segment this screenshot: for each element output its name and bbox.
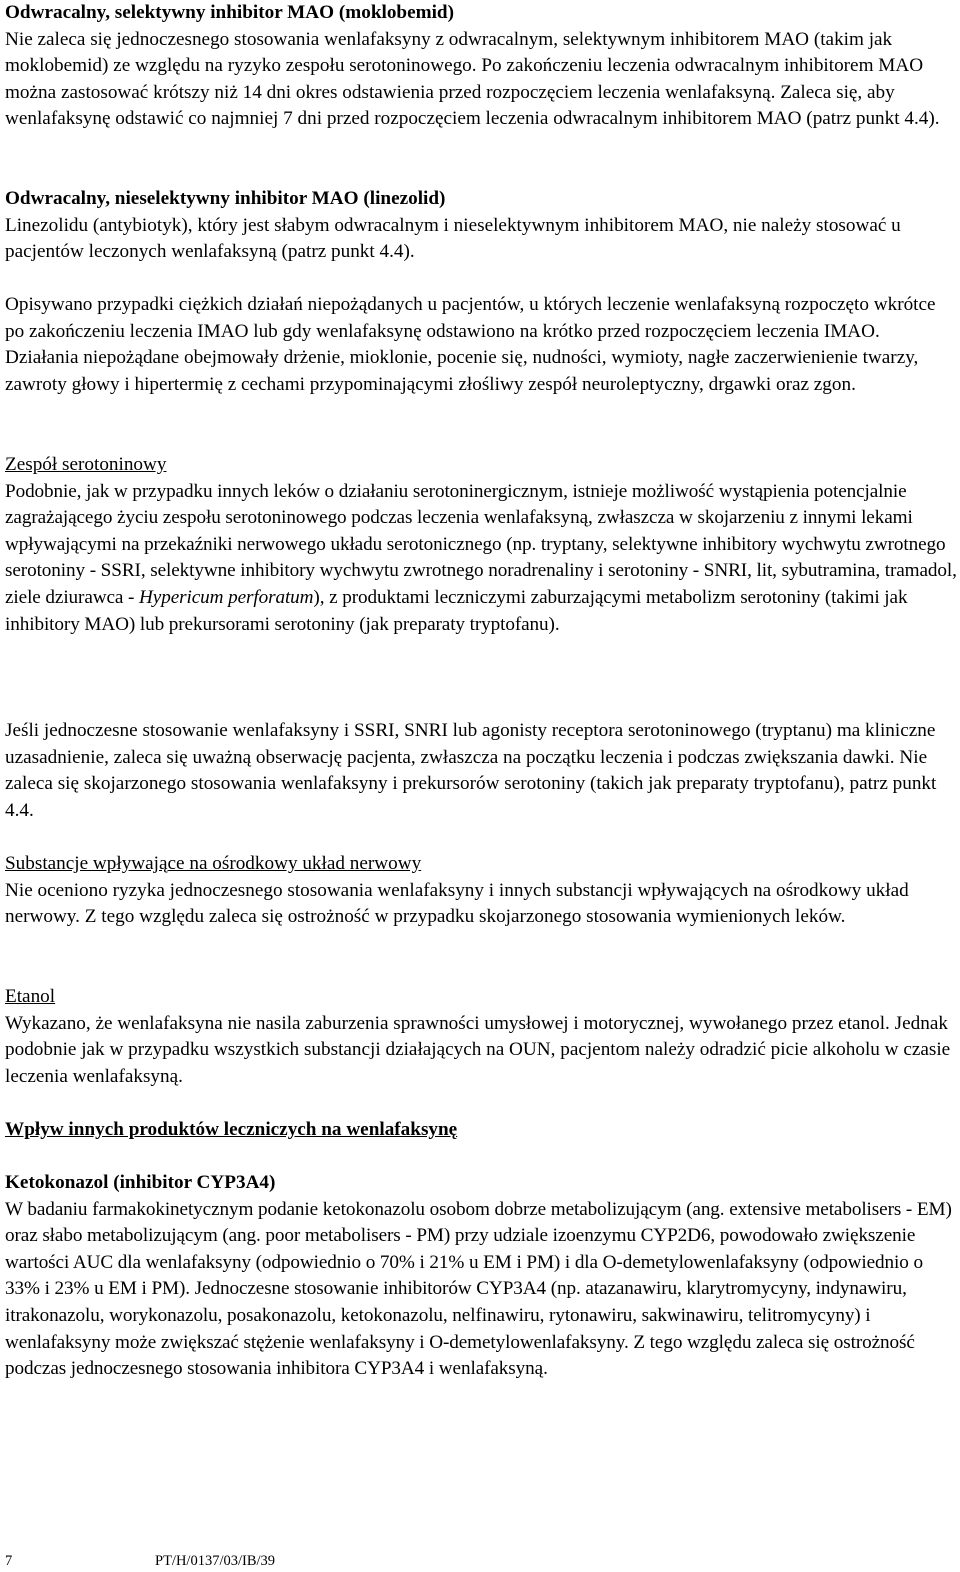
document-code: PT/H/0137/03/IB/39 — [155, 1553, 276, 1569]
paragraph: Wykazano, że wenlafaksyna nie nasila zaburzenia sprawności umysłowej i motorycznej, wywołanego przez etanol. Jednak podobnie jak w przypadku wszystkich substancji działających na OUN, pacjentom należy odradzić picie alkoholu w czasie leczenia wenlafaksyną. — [5, 1012, 951, 1087]
section-heading: Odwracalny, selektywny inhibitor MAO (moklobemid) — [5, 2, 454, 23]
section-imao-reactions — [5, 292, 957, 398]
section-maob — [5, 0, 957, 133]
paragraph: W badaniu farmakokinetycznym podanie ketokonazolu osobom dobrze metabolizującym (ang. extensive metabolisers - EM) oraz słabo metabolizującym (ang. poor metabolisers - PM) przy udziale izoenzymu CYP2D6, powodowało zwiększenie wartości AUC dla wenlafaksyny (odpowiednio o 70% i 21% u EM i PM) i dla O-demetylowenlafaksyny (odpowiednio o 33% i 23% u EM i PM). Jednoczesne stosowanie inhibitorów CYP3A4 (np. atazanawiru, klarytromycyny, indynawiru, itrakonazolu, worykonazolu, posakonazolu, ketokonazolu, nelfinawiru, rytonawiru, sakwinawiru, telitromycyny) i wenlafaksyny może zwiększać stężenie wenlafaksyny i O-demetylowenlafaksyny. Z tego względu zaleca się ostrożność podczas jednoczesnego stosowania inhibitora CYP3A4 i wenlafaksyną. — [5, 1198, 952, 1380]
page-number: 7 — [5, 1553, 13, 1569]
paragraph: Nie oceniono ryzyka jednoczesnego stosowania wenlafaksyny i innych substancji wpływających na ośrodkowy układ nerwowy. Z tego względu zaleca się ostrożność w przypadku skojarzonego stosowania wymienionych leków. — [5, 879, 909, 928]
section-heading: Substancje wpływające na ośrodkowy układ nerwowy — [5, 853, 422, 874]
page-footer — [5, 1552, 955, 1570]
section-linezolid — [5, 186, 957, 266]
section-cns — [5, 851, 957, 931]
paragraph: Opisywano przypadki ciężkich działań niepożądanych u pacjentów, u których leczenie wenlafaksyną rozpoczęto wkrótce po zakończeniu leczenia IMAO lub gdy wenlafaksynę odstawiono na krótko przed rozpoczęciem leczenia IMAO. Działania niepożądane obejmowały drżenie, mioklonie, pocenie się, nudności, wymioty, nagłe zaczerwienienie twarzy, zawroty głowy i hipertermię z cechami przypominającymi złośliwy zespół neuroleptyczny, drgawki oraz zgon. — [5, 294, 936, 395]
section-heading: Wpływ innych produktów leczniczych na wenlafaksynę — [5, 1119, 458, 1140]
paragraph: Linezolidu (antybiotyk), który jest słabym odwracalnym i nieselektywnym inhibitorem MAO, nie należy stosować u pacjentów leczonych wenlafaksyną (patrz punkt 4.4). — [5, 214, 901, 263]
section-heading: Etanol — [5, 986, 56, 1007]
section-heading: Ketokonazol (inhibitor CYP3A4) — [5, 1172, 276, 1193]
paragraph: Nie zaleca się jednoczesnego stosowania wenlafaksyny z odwracalnym, selektywnym inhibitorem MAO (takim jak moklobemid) ze względu na ryzyko zespołu serotoninowego. Po zakończeniu leczenia odwracalnym inhibitorem MAO można zastosować krótszy niż 14 dni okres odstawienia przed rozpoczęciem leczenia wenlafaksyną. Zaleca się, aby wenlafaksynę odstawić co najmniej 7 dni przed rozpoczęciem leczenia odwracalnym inhibitorem MAO (patrz punkt 4.4). — [5, 28, 940, 130]
section-heading: Odwracalny, nieselektywny inhibitor MAO (linezolid) — [5, 188, 446, 209]
paragraph: Podobnie, jak w przypadku innych leków o działaniu serotoninergicznym, istnieje możliwość wystąpienia potencjalnie zagrażającego życiu zespołu serotoninowego podczas leczenia wenlafaksyną, zwłaszcza w skojarzeniu z innymi lekami wpływającymi na przekaźniki nerwowego układu serotonicznego (np. tryptany, selektywne inhibitory wychwytu zwrotnego serotoniny - SSRI, selektywne inhibitory wychwytu zwrotnego noradrenaliny i serotoniny - SNRI, lit, sybutramina, tramadol, ziele dziurawca - Hypericum perforatum), z produktami leczniczymi zaburzającymi metabolizm serotoniny (takimi jak inhibitory MAO) lub prekursorami serotoniny (jak preparaty tryptofanu). — [5, 480, 957, 635]
section-serotonin-syndrome — [5, 452, 957, 638]
section-ethanol — [5, 984, 957, 1090]
section-other-drugs — [5, 1117, 957, 1144]
paragraph: Jeśli jednoczesne stosowanie wenlafaksyny i SSRI, SNRI lub agonisty receptora serotoninowego (tryptanu) ma kliniczne uzasadnienie, zaleca się uważną obserwację pacjenta, zwłaszcza na początku leczenia i podczas zwiększania dawki. Nie zaleca się skojarzonego stosowania wenlafaksyny i prekursorów serotoniny (takich jak preparaty tryptofanu), patrz punkt 4.4. — [5, 720, 937, 821]
section-serotonin-combination — [5, 718, 957, 824]
section-heading: Zespół serotoninowy — [5, 454, 167, 475]
section-ketoconazole — [5, 1170, 957, 1383]
